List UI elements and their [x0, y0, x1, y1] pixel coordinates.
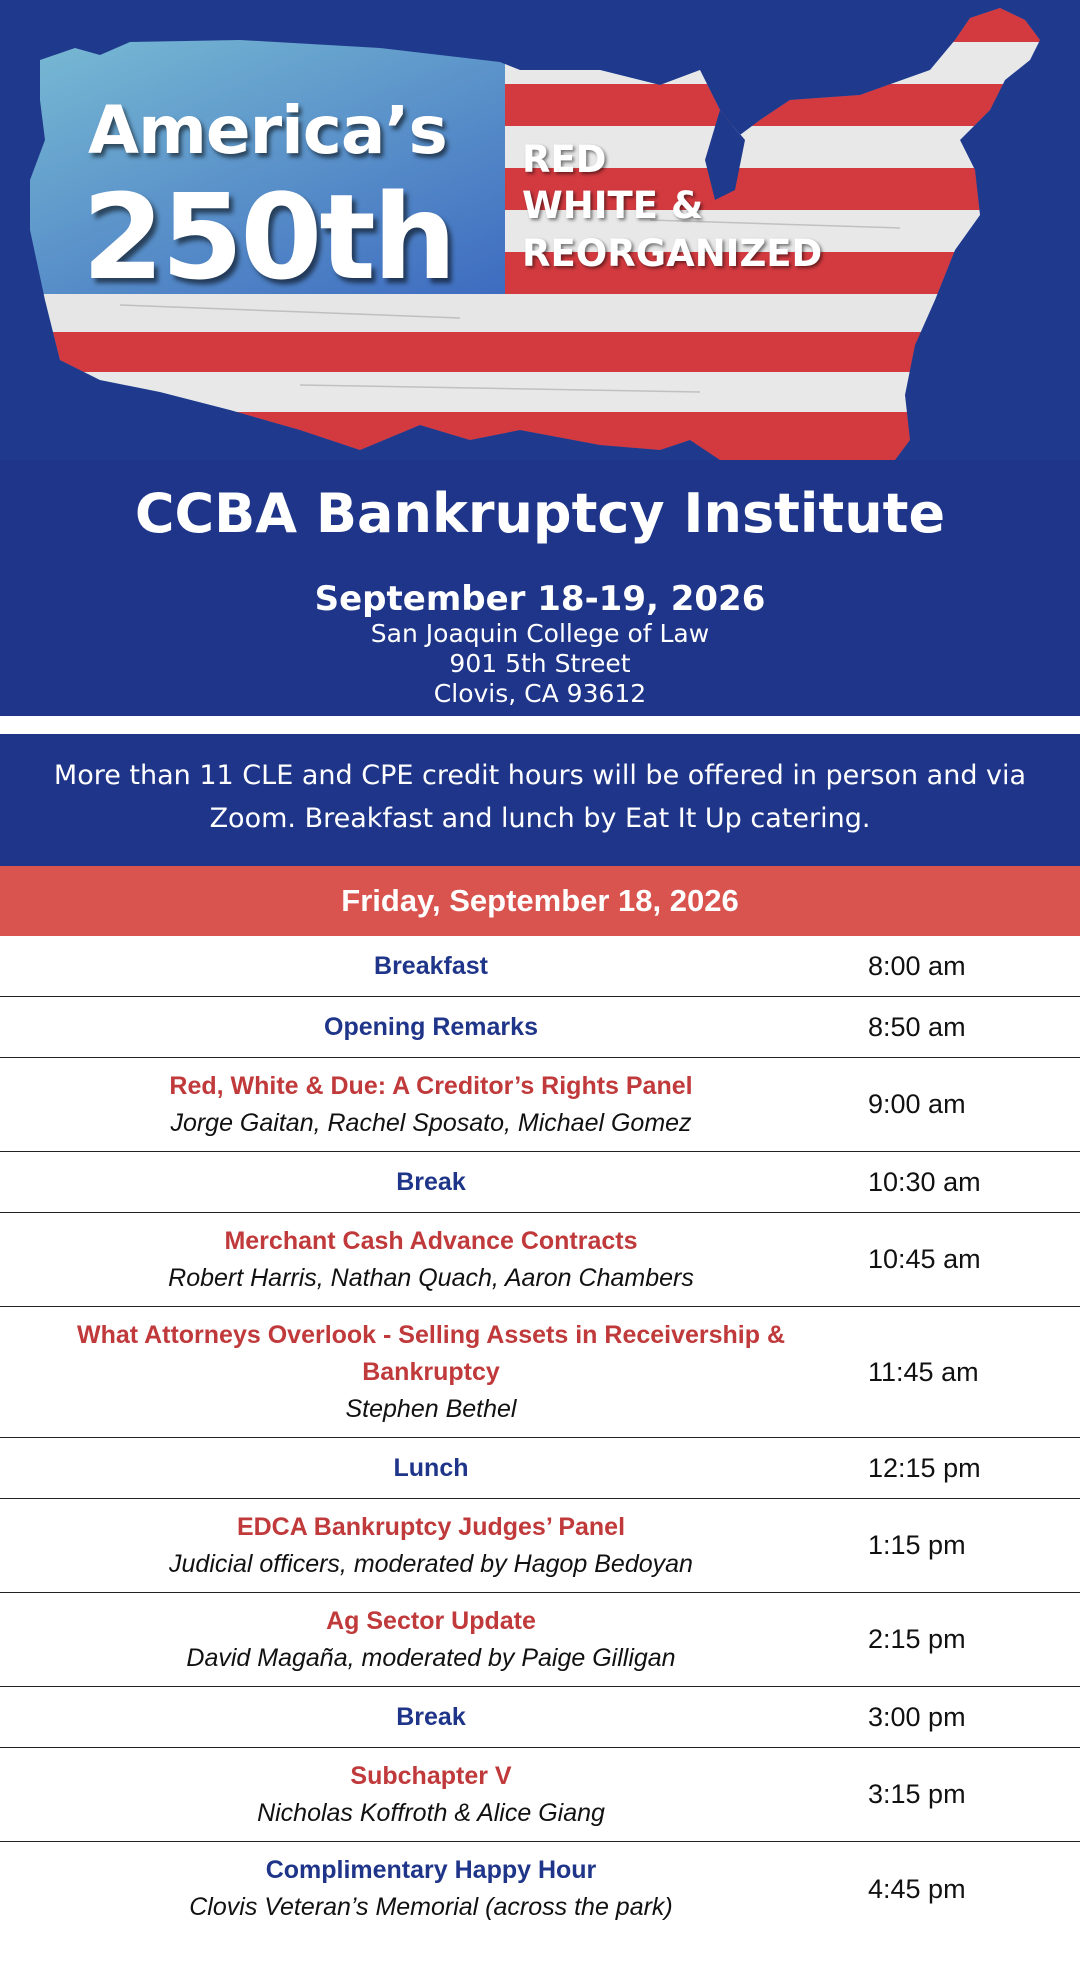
event-header: [0, 460, 1080, 716]
session-speakers: Stephen Bethel: [345, 1394, 517, 1423]
session-time: 11:45 am: [868, 1356, 979, 1387]
session-title: Opening Remarks: [324, 1012, 538, 1041]
address-line-1: San Joaquin College of Law: [370, 619, 710, 648]
table-row: [0, 1213, 1080, 1307]
table-row: [0, 1058, 1080, 1152]
banner-tag-reorganized: REORGANIZED: [522, 232, 823, 275]
banner-tag-red: RED: [522, 138, 607, 181]
table-row: [0, 1748, 1080, 1842]
session-speakers: David Magaña, moderated by Paige Gilligan: [186, 1643, 676, 1672]
session-time: 10:30 am: [868, 1166, 981, 1197]
event-date: September 18-19, 2026: [314, 579, 766, 619]
session-speakers: Robert Harris, Nathan Quach, Aaron Chambers: [168, 1263, 694, 1292]
table-row: [0, 1687, 1080, 1748]
table-row: [0, 1499, 1080, 1593]
session-title: Lunch: [393, 1453, 469, 1482]
session-time: 3:15 pm: [868, 1779, 966, 1809]
table-row: [0, 1307, 1080, 1438]
banner-tag-white: WHITE &: [522, 184, 704, 227]
intro-text: [0, 734, 1080, 866]
session-time: 3:00 pm: [868, 1701, 966, 1732]
session-title: Complimentary Happy Hour: [265, 1856, 597, 1884]
session-time: 2:15 pm: [868, 1624, 966, 1654]
session-title: Break: [396, 1702, 466, 1731]
day-heading: Friday, September 18, 2026: [0, 866, 1080, 936]
intro-line-2: Zoom. Breakfast and lunch by Eat It Up catering.: [209, 803, 871, 834]
session-time: 10:45 am: [868, 1244, 981, 1274]
session-title: Break: [396, 1167, 466, 1196]
session-time: 4:45 pm: [868, 1873, 966, 1904]
session-time: 12:15 pm: [868, 1452, 981, 1483]
session-speakers: Clovis Veteran’s Memorial (across the park): [189, 1893, 673, 1921]
divider: [0, 716, 1080, 734]
session-title: Subchapter V: [350, 1761, 512, 1790]
table-row: [0, 1152, 1080, 1213]
session-time: 8:50 am: [868, 1011, 966, 1042]
session-time: 8:00 am: [868, 950, 966, 981]
session-speakers: Judicial officers, moderated by Hagop Bedoyan: [169, 1549, 693, 1578]
session-title: Ag Sector Update: [326, 1606, 536, 1635]
session-title: What Attorneys Overlook - Selling Assets in Receivership &: [76, 1320, 786, 1349]
banner-title-250th: 250th: [82, 168, 454, 306]
session-title: Merchant Cash Advance Contracts: [224, 1226, 638, 1255]
intro-line-1: More than 11 CLE and CPE credit hours will be offered in person and via: [53, 760, 1027, 791]
session-title: EDCA Bankruptcy Judges’ Panel: [236, 1512, 626, 1541]
address-line-2: 901 5th Street: [449, 649, 631, 678]
table-row: [0, 1593, 1080, 1687]
institute-title: CCBA Bankruptcy Institute: [134, 482, 946, 545]
hero-banner: [0, 0, 1080, 460]
address-line-3: Clovis, CA 93612: [433, 679, 647, 708]
banner-title-americas: America’s: [88, 92, 447, 169]
table-row: [0, 1438, 1080, 1499]
session-speakers: Jorge Gaitan, Rachel Sposato, Michael Gomez: [170, 1108, 692, 1137]
schedule-table: [0, 936, 1080, 1936]
table-row: [0, 997, 1080, 1058]
table-row: [0, 936, 1080, 997]
session-title: Breakfast: [374, 951, 488, 980]
session-time: 9:00 am: [868, 1089, 966, 1119]
table-row: [0, 1842, 1080, 1936]
session-speakers: Nicholas Koffroth & Alice Giang: [257, 1798, 605, 1827]
session-time: 1:15 pm: [868, 1530, 966, 1560]
session-title-cont: Bankruptcy: [362, 1357, 500, 1386]
session-title: Red, White & Due: A Creditor’s Rights Panel: [169, 1071, 693, 1100]
